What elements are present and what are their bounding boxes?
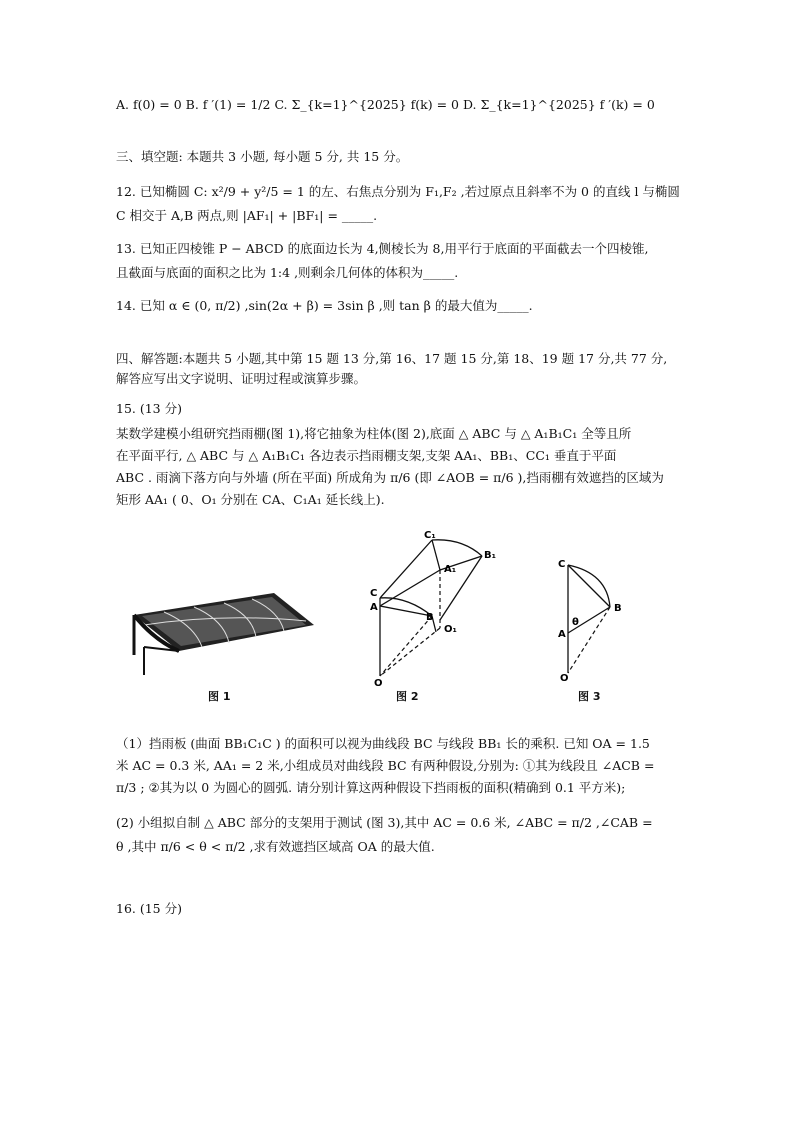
q15-body-3: ABC . 雨滴下落方向与外墙 (所在平面) 所成角为 π/6 (即 ∠AOB = π/6 ),挡雨棚有效遮挡的区域为 (116, 470, 664, 485)
fig2-label-b1: B₁ (484, 550, 497, 561)
q13-line2: 且截面与底面的面积之比为 1:4 ,则剩余几何体的体积为_____. (116, 265, 459, 280)
q15-title: 15. (13 分) (116, 401, 182, 416)
caption-figure-1: 图 1 (208, 690, 231, 703)
fig3-label-b: B (614, 603, 622, 614)
q12-line2: C 相交于 A,B 两点,则 |AF₁| + |BF₁| = _____. (116, 208, 378, 223)
fig2-label-o: O (374, 678, 383, 688)
section4-header-1: 四、解答题:本题共 5 小题,其中第 15 题 13 分,第 16、17 题 15 分,第 18、19 题 17 分,共 77 分, (116, 351, 668, 366)
q15-part1-2: 米 AC = 0.3 米, AA₁ = 2 米,小组成员对曲线段 BC 有两种假设,分别为: ①其为线段且 ∠ACB = (116, 758, 655, 773)
caption-figure-3: 图 3 (578, 690, 601, 703)
q16-title: 16. (15 分) (116, 901, 182, 916)
fig3-label-a: A (558, 629, 566, 640)
q15-body-1: 某数学建模小组研究挡雨棚(图 1),将它抽象为柱体(图 2),底面 △ ABC 与 △ A₁B₁C₁ 全等且所 (116, 426, 632, 441)
q15-body-2: 在平面平行, △ ABC 与 △ A₁B₁C₁ 各边表示挡雨棚支架,支架 AA₁、BB₁、CC₁ 垂直于平面 (116, 448, 617, 463)
fig2-label-b: B (426, 612, 434, 623)
section3-header: 三、填空题: 本题共 3 小题, 每小题 5 分, 共 15 分。 (116, 149, 409, 164)
figure-1-shelter (124, 585, 324, 675)
fig3-label-c: C (558, 559, 566, 570)
fig2-label-a: A (370, 602, 378, 613)
caption-figure-2: 图 2 (396, 690, 419, 703)
q15-body-4: 矩形 AA₁ ( 0、O₁ 分别在 CA、C₁A₁ 延长线上). (116, 492, 385, 507)
q13-line1: 13. 已知正四棱锥 P − ABCD 的底面边长为 4,侧棱长为 8,用平行于底面的平面截去一个四棱锥, (116, 241, 649, 256)
fig2-label-a1: A₁ (444, 564, 457, 575)
figure-2-prism (362, 528, 512, 688)
fig2-label-c: C (370, 588, 378, 599)
fig3-label-o: O (560, 673, 569, 684)
q15-part1-3: π/3 ; ②其为以 0 为圆心的圆弧. 请分别计算这两种假设下挡雨板的面积(精确到 0.1 平方米); (116, 780, 626, 795)
answer-options: A. f(0) = 0 B. f ′(1) = 1/2 C. Σ_{k=1}^{2025} f(k) = 0 D. Σ_{k=1}^{2025} f ′(k) = 0 (116, 97, 655, 112)
q15-part2-1: (2) 小组拟自制 △ ABC 部分的支架用于测试 (图 3),其中 AC = 0.6 米, ∠ABC = π/2 ,∠CAB = (116, 815, 653, 830)
q12-line1: 12. 已知椭圆 C: x²/9 + y²/5 = 1 的左、右焦点分别为 F₁,F₂ ,若过原点且斜率不为 0 的直线 l 与椭圆 (116, 184, 680, 199)
figure-3-support (552, 555, 632, 685)
fig2-label-o1: O₁ (444, 624, 457, 635)
q15-part1-1: （1）挡雨板 (曲面 BB₁C₁C ) 的面积可以视为曲线段 BC 与线段 BB₁ 长的乘积. 已知 OA = 1.5 (116, 736, 650, 751)
q15-part2-2: θ ,其中 π/6 < θ < π/2 ,求有效遮挡区域高 OA 的最大值. (116, 839, 435, 854)
fig2-label-c1: C₁ (424, 530, 436, 541)
section4-header-2: 解答应写出文字说明、证明过程或演算步骤。 (116, 371, 367, 386)
q14: 14. 已知 α ∈ (0, π/2) ,sin(2α + β) = 3sin β ,则 tan β 的最大值为_____. (116, 298, 533, 313)
fig3-label-theta: θ (572, 617, 579, 628)
